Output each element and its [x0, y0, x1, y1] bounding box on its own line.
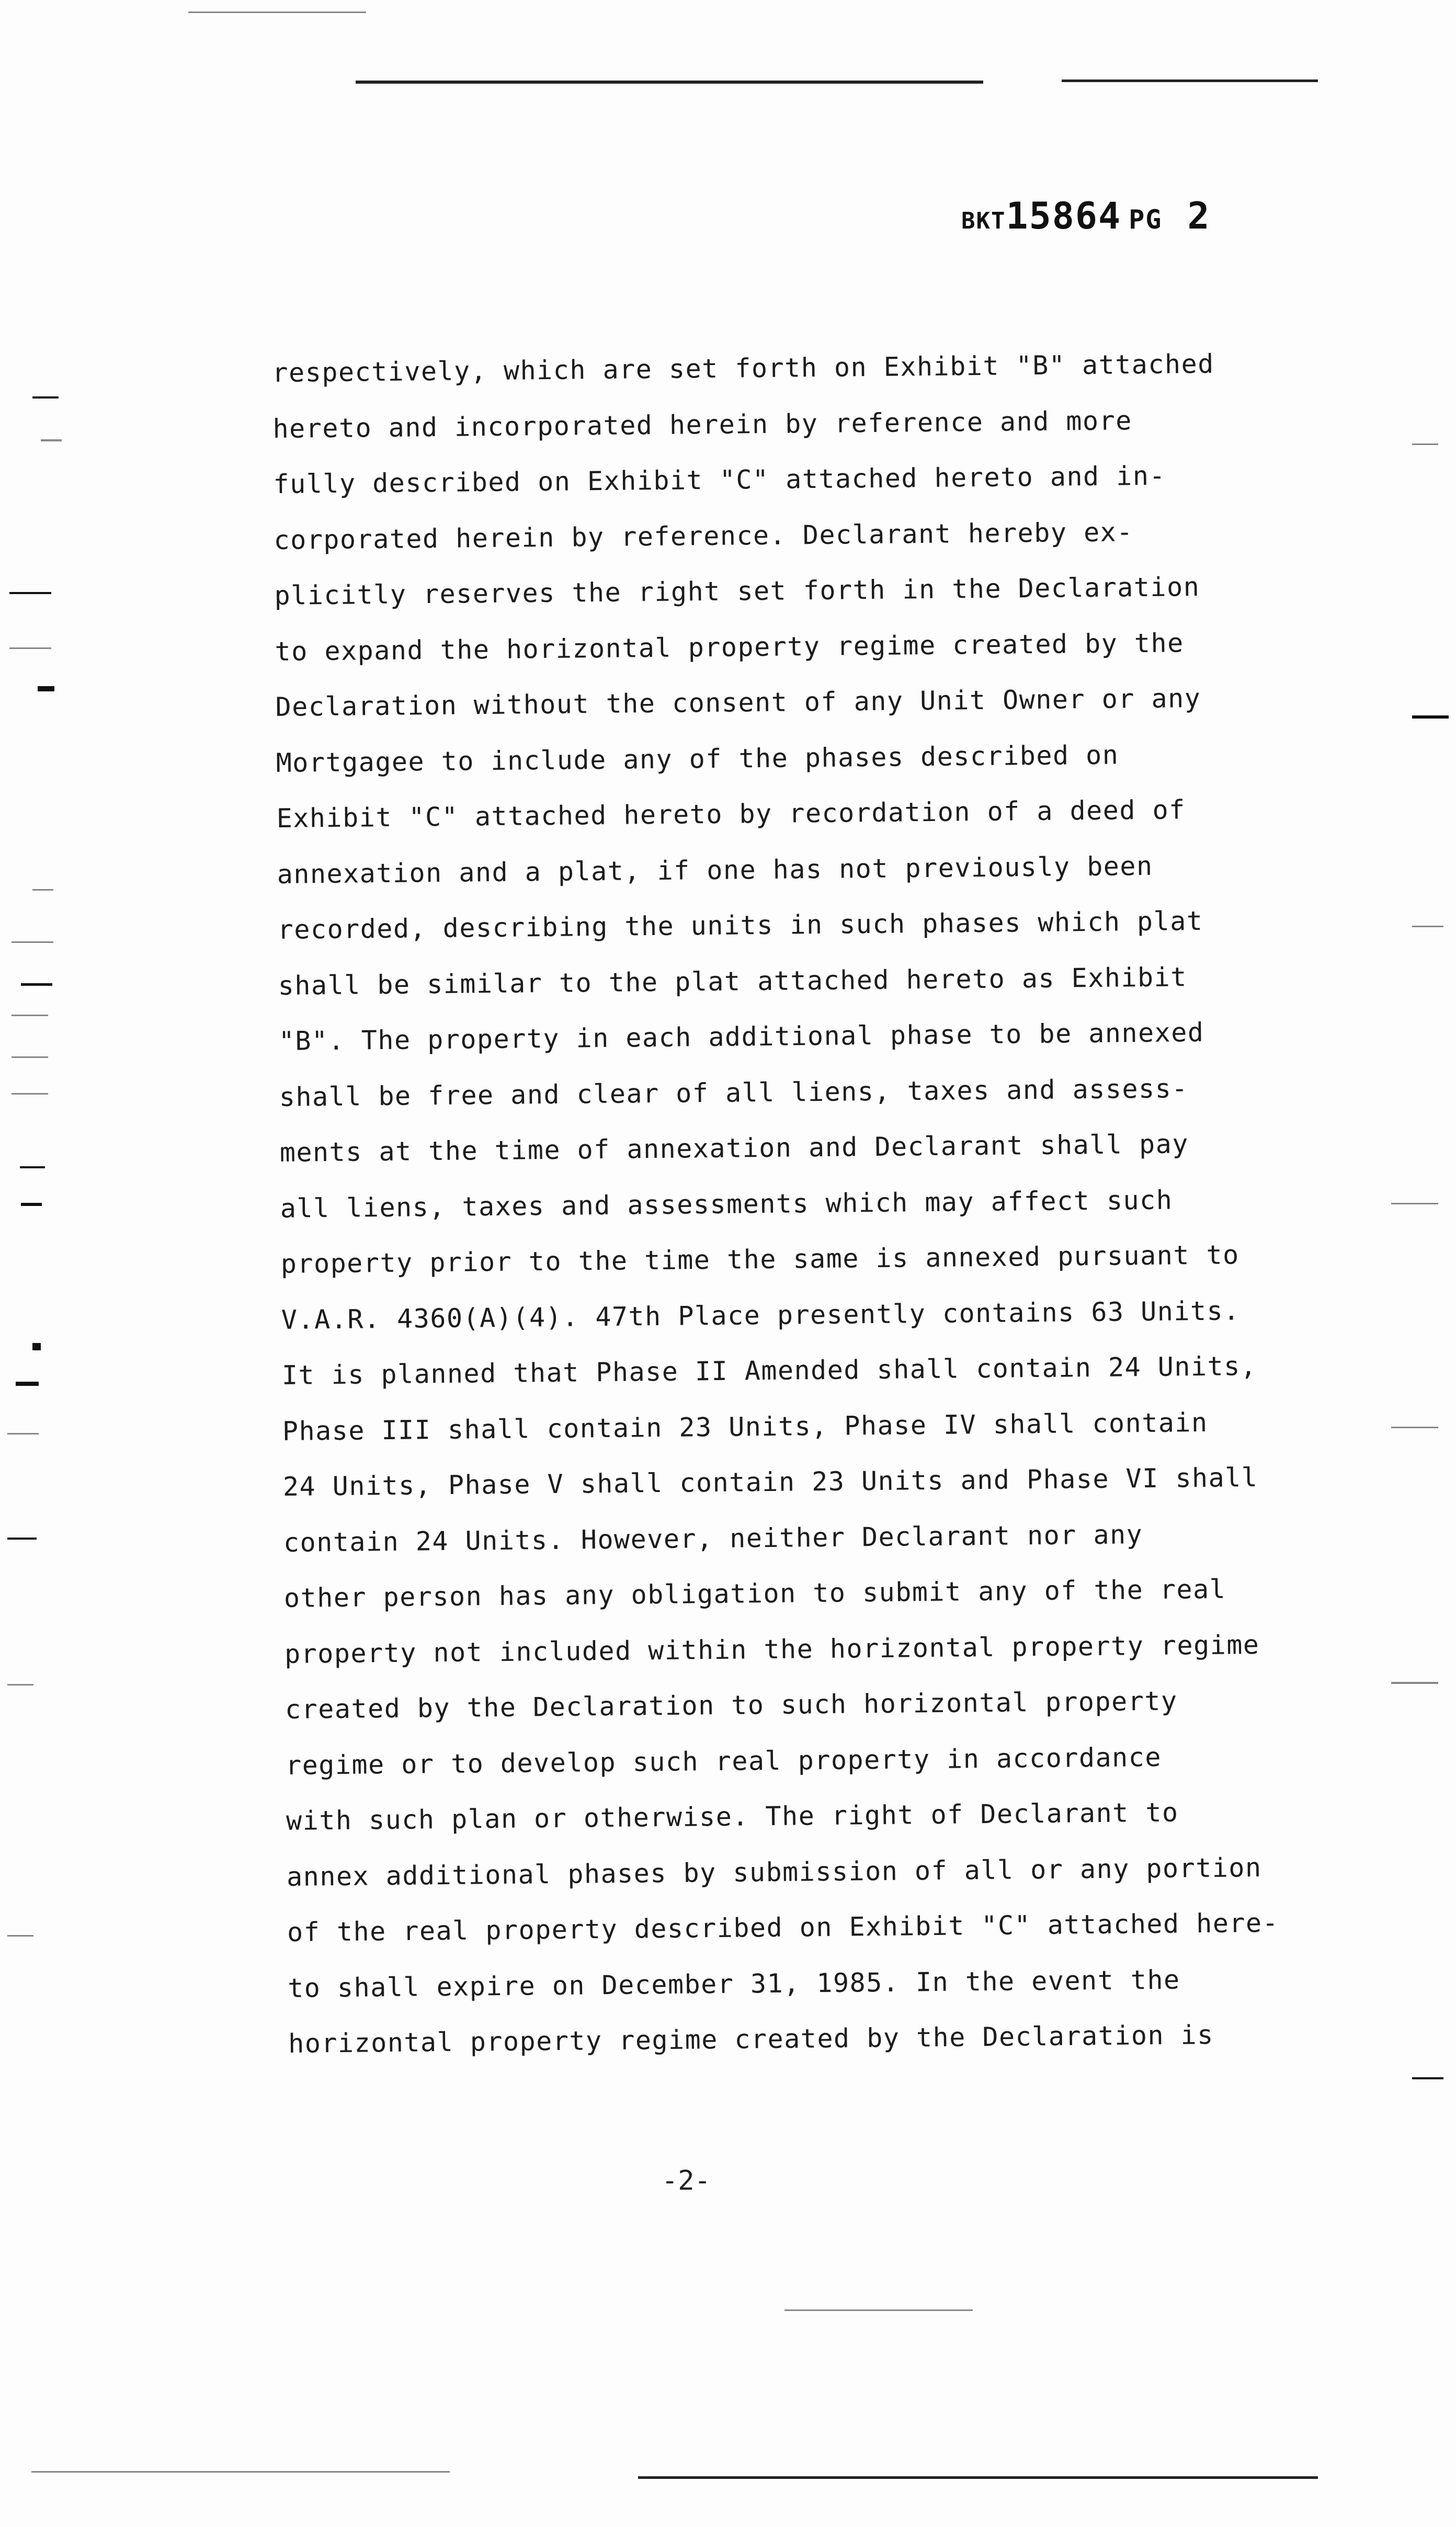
scan-artifact-line: [31, 2471, 450, 2473]
text-line: It is planned that Phase II Amended shall contain 24 Units,: [281, 1351, 1257, 1391]
scan-artifact-mark: [7, 1935, 33, 1937]
text-line: recorded, describing the units in such phases which plat: [277, 905, 1203, 945]
text-line: plicitly reserves the right set forth in the Declaration: [274, 571, 1200, 611]
text-line: Declaration without the consent of any Unit Owner or any: [275, 682, 1201, 722]
text-line: with such plan or otherwise. The right of Declarant to: [286, 1797, 1179, 1836]
scan-artifact-mark: [1412, 443, 1438, 445]
scan-artifact-mark: [32, 1343, 41, 1350]
text-line: to expand the horizontal property regime created by the: [275, 627, 1184, 667]
page-label: PG: [1129, 204, 1163, 235]
scan-artifact-mark: [1412, 926, 1443, 927]
text-line: Phase III shall contain 23 Units, Phase IV shall contain: [282, 1407, 1208, 1447]
text-line: Mortgagee to include any of the phases described on: [276, 739, 1119, 778]
text-line: fully described on Exhibit "C" attached hereto and in-: [273, 460, 1166, 499]
text-line: of the real property described on Exhibit "C" attached here-: [287, 1907, 1279, 1948]
scan-artifact-line: [356, 81, 983, 84]
scan-artifact-mark: [12, 1015, 48, 1016]
text-line: contain 24 Units. However, neither Declarant nor any: [283, 1519, 1143, 1558]
scan-artifact-mark: [21, 983, 52, 986]
scan-artifact-mark: [12, 941, 53, 943]
text-line: property prior to the time the same is annexed pursuant to: [280, 1239, 1240, 1279]
scan-artifact-mark: [21, 1203, 42, 1206]
scan-artifact-mark: [1391, 1203, 1438, 1204]
scan-artifact-line: [784, 2309, 973, 2311]
scan-artifact-mark: [7, 1538, 37, 1540]
text-line: respectively, which are set forth on Exhibit "B" attached: [272, 348, 1215, 388]
scan-artifact-mark: [7, 1433, 39, 1435]
text-line: property not included within the horizontal property regime: [284, 1629, 1260, 1669]
scan-artifact-mark: [1391, 1427, 1438, 1428]
text-line: ments at the time of annexation and Declarant shall pay: [279, 1129, 1189, 1168]
scan-artifact-mark: [12, 1056, 48, 1058]
book-prefix: BKT: [961, 208, 1006, 234]
scan-artifact-mark: [1412, 715, 1449, 719]
scan-artifact-mark: [1412, 2077, 1443, 2079]
scan-artifact-mark: [41, 439, 62, 441]
text-line: V.A.R. 4360(A)(4). 47th Place presently contains 63 Units.: [281, 1295, 1241, 1335]
scan-artifact-mark: [32, 396, 59, 399]
scan-artifact-mark: [7, 1684, 33, 1686]
scan-artifact-mark: [32, 889, 53, 891]
book-page-reference: [961, 195, 1211, 237]
text-line: created by the Declaration to such horizontal property: [285, 1686, 1178, 1725]
scan-artifact-mark: [9, 647, 51, 649]
scan-artifact-mark: [38, 686, 54, 691]
scan-artifact-mark: [1391, 1682, 1438, 1684]
scan-artifact-line: [1062, 79, 1318, 82]
page-reference-number: 2: [1187, 195, 1211, 237]
scan-artifact-mark: [9, 592, 51, 594]
text-line: to shall expire on December 31, 1985. In the event the: [287, 1964, 1180, 2004]
scan-artifact-mark: [16, 1382, 39, 1386]
document-body: [272, 336, 1282, 2072]
text-line: annexation and a plat, if one has not previously been: [277, 850, 1153, 890]
text-line: annex additional phases by submission of all or any portion: [286, 1852, 1262, 1892]
text-line: corporated herein by reference. Declarant hereby ex-: [274, 516, 1134, 555]
text-line: horizontal property regime created by the Declaration is: [288, 2019, 1214, 2059]
text-line: shall be similar to the plat attached hereto as Exhibit: [278, 961, 1188, 1001]
book-number: 15864: [1006, 195, 1122, 237]
text-line: shall be free and clear of all liens, taxes and assess-: [279, 1073, 1189, 1112]
text-line: regime or to develop such real property in accordance: [285, 1741, 1162, 1781]
text-line: Exhibit "C" attached hereto by recordation of a deed of: [276, 794, 1186, 834]
scan-artifact-mark: [20, 1166, 45, 1168]
text-line: other person has any obligation to submit any of the real: [283, 1574, 1226, 1613]
scan-artifact-line: [188, 12, 366, 13]
text-line: "B". The property in each additional phase to be annexed: [278, 1017, 1204, 1056]
text-line: hereto and incorporated herein by reference and more: [272, 405, 1133, 444]
scan-artifact-line: [638, 2476, 1318, 2479]
page-number: -2-: [662, 2165, 711, 2196]
scan-artifact-mark: [12, 1093, 48, 1095]
text-line: 24 Units, Phase V shall contain 23 Units and Phase VI shall: [282, 1462, 1258, 1502]
text-line: all liens, taxes and assessments which may affect such: [280, 1185, 1173, 1224]
